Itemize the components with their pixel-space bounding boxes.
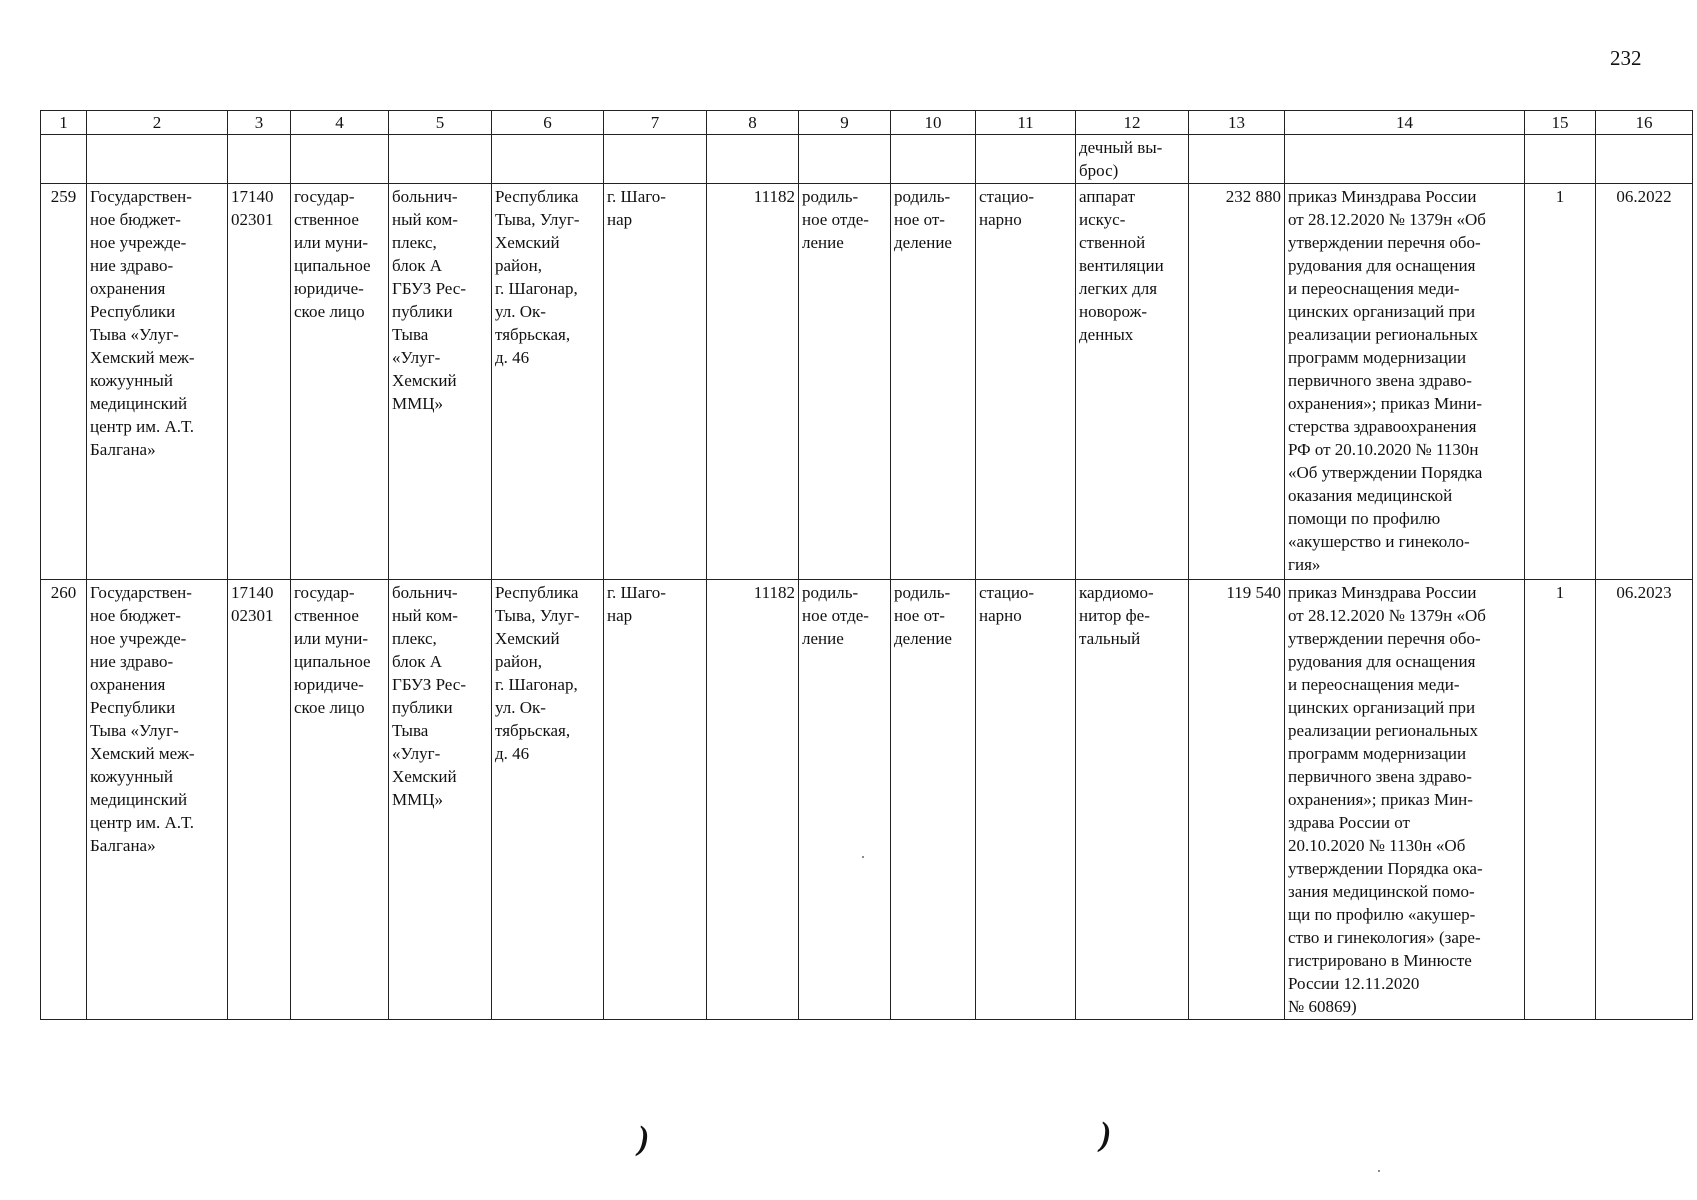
code-8-cell: 11182 [707,184,799,580]
date-cell: 06.2023 [1596,580,1693,1020]
column-header: 13 [1189,111,1285,135]
quantity-cell: 1 [1525,184,1596,580]
quantity-cell: 1 [1525,580,1596,1020]
equipment-cell: аппарат искус- ственной вентиляции легких для новорож- денных [1076,184,1189,580]
care-type-cell: стацио- нарно [976,184,1076,580]
column-header: 10 [891,111,976,135]
column-header: 7 [604,111,707,135]
column-header: 3 [228,111,291,135]
column-header: 15 [1525,111,1596,135]
column-header: 11 [976,111,1076,135]
department-cell: родиль- ное отде- ление [799,184,891,580]
scan-dot [1378,1170,1380,1172]
object-cell: больнич- ный ком- плекс, блок А ГБУЗ Рес- публики Тыва «Улуг- Хемский ММЦ» [389,184,492,580]
table-row [41,184,1693,580]
department-cell: родиль- ное отде- ление [799,580,891,1020]
code-8-cell: 11182 [707,580,799,1020]
department-cell: родиль- ное от- деление [891,184,976,580]
scan-dot [862,856,864,858]
continuation-cell: дечный вы- брос) [1076,135,1189,184]
column-number-row [41,111,1693,135]
column-header: 12 [1076,111,1189,135]
column-header: 8 [707,111,799,135]
organization-cell: Государствен- ное бюджет- ное учрежде- ние здраво- охранения Республики Тыва «Улуг- Хемский меж- кожуунный медицинский центр им. А.Т. Балгана» [87,184,228,580]
object-cell: больнич- ный ком- плекс, блок А ГБУЗ Рес- публики Тыва «Улуг- Хемский ММЦ» [389,580,492,1020]
scan-mark: ) [638,1120,650,1157]
table-row [41,580,1693,1020]
column-header: 14 [1285,111,1525,135]
basis-cell: приказ Минздрава России от 28.12.2020 № 1379н «Об утверждении перечня обо- рудования для оснащения и переоснащения меди- цинских организаций при реализации региональных программ модернизации первичного звена здраво- охранения»; приказ Мин- здрава России от 20.10.2020 № 1130н «Об утверждении Порядка ока- зания медицинской помо- щи по профилю «акушер- ство и гинекология» (заре- гистрировано в Минюсте России 12.11.2020 № 60869) [1285,580,1525,1020]
scan-mark: ) [1100,1116,1112,1153]
column-header: 6 [492,111,604,135]
column-header: 1 [41,111,87,135]
price-cell: 119 540 [1189,580,1285,1020]
address-cell: Республика Тыва, Улуг- Хемский район, г. Шагонар, ул. Ок- тябрьская, д. 46 [492,580,604,1020]
column-header: 9 [799,111,891,135]
care-type-cell: стацио- нарно [976,580,1076,1020]
equipment-cell: кардиомо- нитор фе- тальный [1076,580,1189,1020]
date-cell: 06.2022 [1596,184,1693,580]
row-number: 259 [41,184,87,580]
address-cell: Республика Тыва, Улуг- Хемский район, г. Шагонар, ул. Ок- тябрьская, д. 46 [492,184,604,580]
continuation-row [41,135,1693,184]
code-cell: 17140 02301 [228,580,291,1020]
code-cell: 17140 02301 [228,184,291,580]
equipment-table [40,110,1693,1020]
column-header: 5 [389,111,492,135]
city-cell: г. Шаго- нар [604,184,707,580]
city-cell: г. Шаго- нар [604,580,707,1020]
organization-cell: Государствен- ное бюджет- ное учрежде- ние здраво- охранения Республики Тыва «Улуг- Хемский меж- кожуунный медицинский центр им. А.Т. Балгана» [87,580,228,1020]
owner-type-cell: государ- ственное или муни- ципальное юридиче- ское лицо [291,184,389,580]
owner-type-cell: государ- ственное или муни- ципальное юридиче- ское лицо [291,580,389,1020]
row-number: 260 [41,580,87,1020]
department-cell: родиль- ное от- деление [891,580,976,1020]
column-header: 16 [1596,111,1693,135]
price-cell: 232 880 [1189,184,1285,580]
basis-cell: приказ Минздрава России от 28.12.2020 № 1379н «Об утверждении перечня обо- рудования для оснащения и переоснащения меди- цинских организаций при реализации региональных программ модернизации первичного звена здраво- охранения»; приказ Мини- стерства здравоохранения РФ от 20.10.2020 № 1130н «Об утверждении Порядка оказания медицинской помощи по профилю «акушерство и гинеколо- гия» [1285,184,1525,580]
column-header: 4 [291,111,389,135]
column-header: 2 [87,111,228,135]
page-number: 232 [1610,46,1642,70]
